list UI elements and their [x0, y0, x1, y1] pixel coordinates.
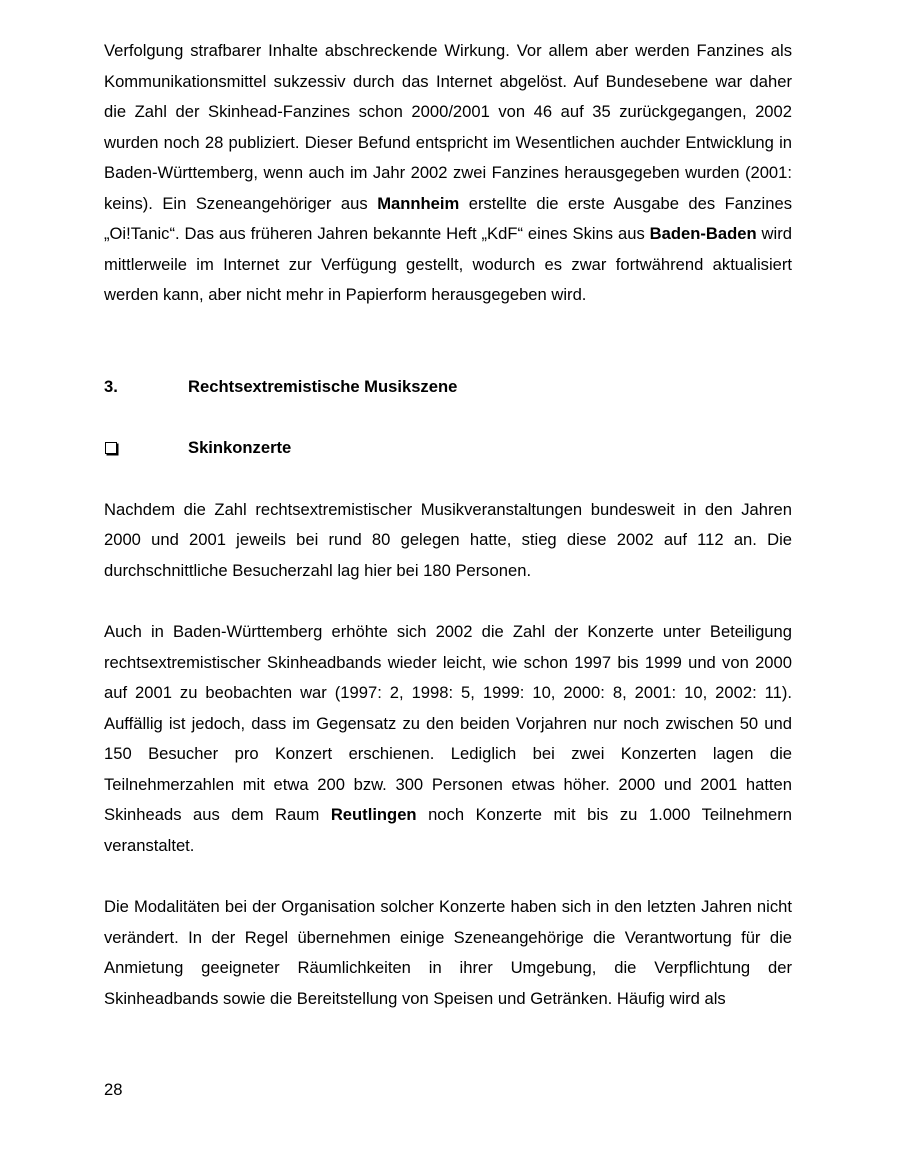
paragraph-2-text-2: noch Konzerte mit bis zu 1.000 Teilnehmern veranstaltet.	[104, 805, 792, 855]
intro-text-1: Verfolgung strafbarer Inhalte abschreckende Wirkung. Vor allem aber werden Fanzines als Kommunikationsmittel sukzessiv durch das Internet abgelöst. Auf Bundesebene war daher die Zahl der Skinhead-Fanzines schon 2000/2001 von 46 auf 35 zurückgegangen, 2002 wurden noch 28 publiziert. Dieser Befund entspricht im Wesentlichen auchder Entwicklung in Baden-Württemberg, wenn auch im Jahr 2002 zwei Fanzines herausgegeben wurden (2001: keins). Ein Szeneangehöriger aus	[104, 41, 792, 213]
intro-paragraph	[104, 36, 792, 311]
paragraph-2-text-1: Auch in Baden-Württemberg erhöhte sich 2002 die Zahl der Konzerte unter Beteiligung rechtsextremistischer Skinheadbands wieder leicht, wie schon 1997 bis 1999 und von 2000 auf 2001 zu beobachten war (1997: 2, 1998: 5, 1999: 10, 2000: 8, 2001: 10, 2002: 11). Auffällig ist jedoch, dass im Gegensatz zu den beiden Vorjahren nur noch zwischen 50 und 150 Besucher pro Konzert erschienen. Lediglich bei zwei Konzerten lagen die Teilnehmerzahlen mit etwa 200 bzw. 300 Personen etwas höher. 2000 und 2001 hatten Skinheads aus dem Raum	[104, 622, 792, 824]
page-number: 28	[104, 1080, 123, 1099]
section-number: 3.	[104, 376, 118, 396]
section-heading	[104, 372, 792, 403]
checkbox-bullet-icon	[104, 433, 188, 464]
intro-bold-baden-baden: Baden-Baden	[649, 224, 757, 243]
intro-bold-mannheim: Mannheim	[377, 193, 460, 213]
document-page	[104, 36, 792, 1014]
paragraph-3: Die Modalitäten bei der Organisation solcher Konzerte haben sich in den letzten Jahren nicht verändert. In der Regel übernehmen einige Szeneangehörige die Verantwortung für die Anmietung geeigneter Räumlichkeiten in ihrer Umgebung, die Verpflichtung der Skinheadbands sowie die Bereitstellung von Speisen und Getränken. Häufig wird als	[104, 897, 792, 1008]
paragraph-1: Nachdem die Zahl rechtsextremistischer Musikveranstaltungen bundesweit in den Jahren 2000 und 2001 jeweils bei rund 80 gelegen hatte, stieg diese 2002 auf 112 an. Die durchschnittliche Besucherzahl lag hier bei 180 Personen.	[104, 499, 792, 580]
paragraph-2-bold-reutlingen: Reutlingen	[330, 805, 417, 824]
paragraph-2	[104, 617, 792, 861]
subsection-title: Skinkonzerte	[188, 438, 292, 457]
subsection-heading	[104, 433, 792, 464]
intro-text-2: erstellte die erste Ausgabe des Fanzines „Oi!Tanic“. Das aus früheren Jahren bekannte Heft „KdF“ eines Skins aus	[104, 193, 792, 243]
intro-text-3: wird mittlerweile im Internet zur Verfügung gestellt, wodurch es zwar fortwährend aktualisiert werden kann, aber nicht mehr in Papierform herausgegeben wird.	[104, 224, 792, 304]
section-title: Rechtsextremistische Musikszene	[188, 376, 458, 396]
